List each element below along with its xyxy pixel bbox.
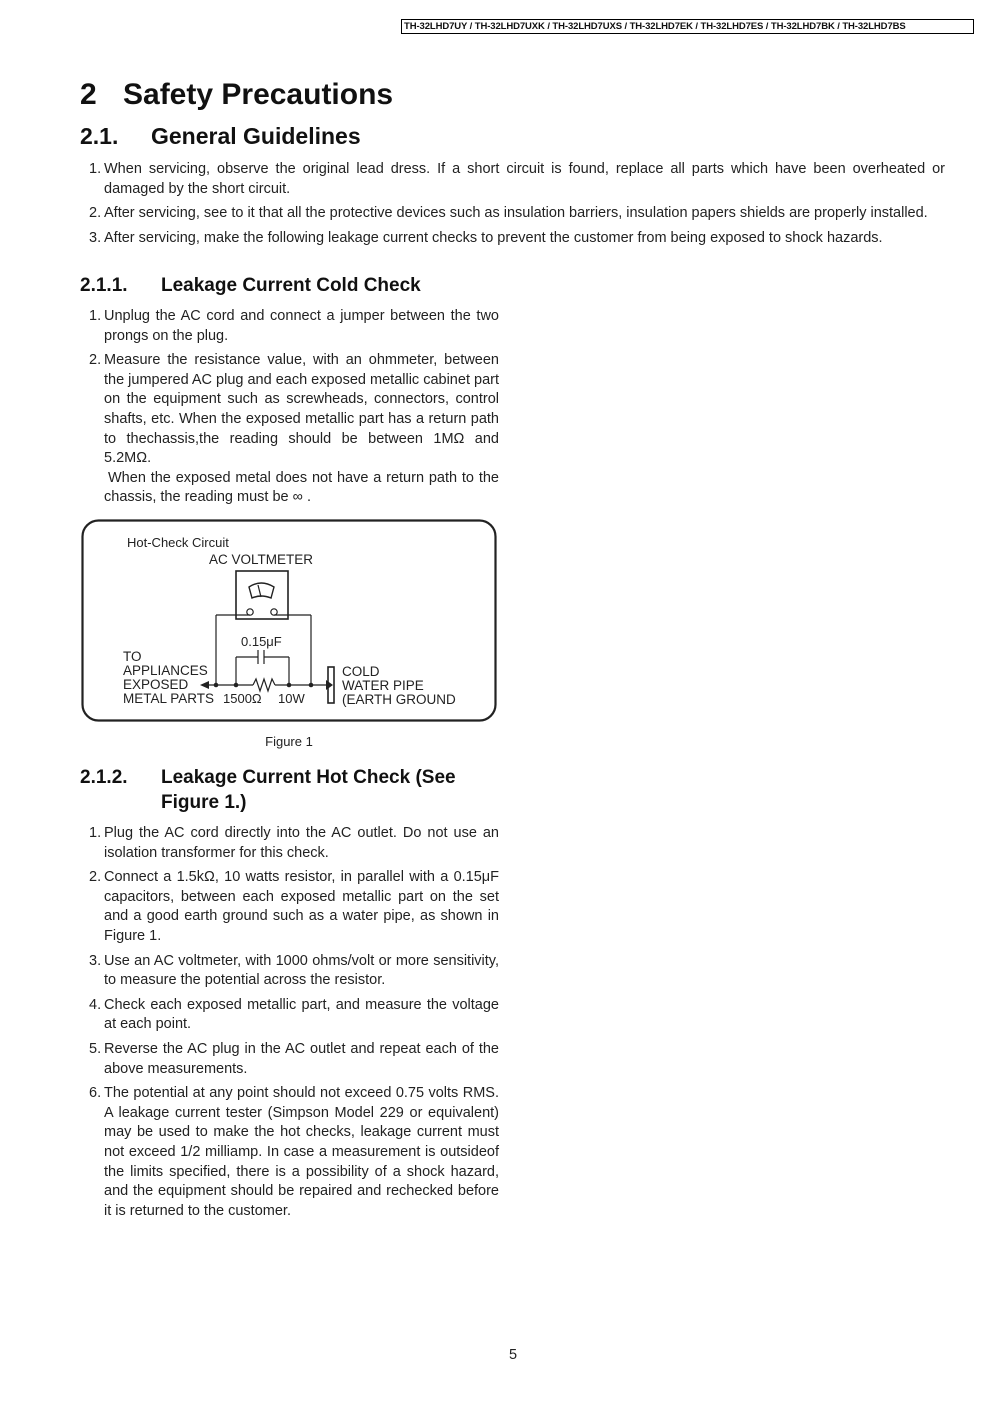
subsection-heading-general: [80, 123, 361, 150]
subsection-title: Leakage Current Cold Check: [161, 275, 421, 296]
figure-caption: Figure 1: [265, 734, 313, 749]
list-item: 2. Measure the resistance value, with an ohmmeter, between the jumpered AC plug and each exposed metallic cabinet part on the equipment such as screwheads, connectors, control shafts, etc. When the exposed metallic part has a return path to thechassis,the reading should be between 1MΩ and 5.2MΩ. When the exposed metal does not have a return path to the chassis, the reading must be ∞ .: [80, 351, 499, 508]
subsection-heading-cold-check: [80, 273, 510, 298]
subsection-number: 2.1.1.: [80, 275, 128, 296]
capacitor-value: 0.15μF: [241, 634, 282, 649]
subsection-number: 2.1.2.: [80, 767, 128, 788]
ground-label-line1: COLD: [342, 664, 380, 679]
model-numbers-header: TH-32LHD7UY / TH-32LHD7UXK / TH-32LHD7UXS / TH-32LHD7EK / TH-32LHD7ES / TH-32LHD7BK / TH-32LHD7BS: [401, 19, 974, 34]
subsection-heading-hot-check: [80, 765, 510, 815]
list-item: 2. After servicing, see to it that all the protective devices such as insulation barriers, insulation papers shields are properly installed.: [89, 205, 928, 222]
subsection-title: Leakage Current Hot Check (See Figure 1.): [161, 767, 456, 813]
hot-check-list: [80, 824, 499, 1226]
section-heading: [80, 78, 393, 112]
list-item: 1. Unplug the AC cord and connect a jumper between the two prongs on the plug.: [89, 308, 499, 344]
list-item: 6. The potential at any point should not exceed 0.75 volts RMS. A leakage current tester (Simpson Model 229 or equivalent) may be used to make the hot checks, leakage current must not exceed 1/2 milliamp. In case a measurement is outsideof the limits specified, there is a possibility of a shock hazard, and the equipment should be repaired and rechecked before it is returned to the customer.: [89, 1085, 499, 1219]
appliance-label-line2: APPLIANCES: [123, 663, 208, 678]
appliance-label-line4: METAL PARTS: [123, 691, 215, 706]
voltmeter-icon: [236, 571, 288, 619]
subsection-number: 2.1.: [80, 123, 119, 149]
cold-check-list: [80, 307, 499, 513]
figure-title: Hot-Check Circuit: [127, 535, 229, 550]
resistor-wattage: 10W: [278, 691, 305, 706]
list-item: 1. Plug the AC cord directly into the AC outlet. Do not use an isolation transformer for this check.: [89, 825, 499, 861]
ground-label-line3: (EARTH GROUND: [342, 692, 456, 707]
list-item: 1. When servicing, observe the original lead dress. If a short circuit is found, replace all parts which have been overheated or damaged by the short circuit.: [89, 161, 945, 197]
appliance-label-line3: EXPOSED: [123, 677, 189, 692]
meter-label: AC VOLTMETER: [209, 552, 314, 567]
general-guidelines-list: [80, 160, 945, 253]
list-item-note: When the exposed metal does not have a return path to the chassis, the reading must be ∞ .: [104, 469, 499, 506]
section-title: Safety Precautions: [123, 78, 394, 111]
page-number: 5: [508, 1347, 518, 1363]
list-item: 3. Use an AC voltmeter, with 1000 ohms/volt or more sensitivity, to measure the potential across the resistor.: [89, 952, 499, 989]
list-item: 2. Connect a 1.5kΩ, 10 watts resistor, in parallel with a 0.15μF capacitors, between each exposed metallic part on the set and a good earth ground such as a water pipe, as shown in Figure 1.: [89, 869, 499, 944]
circuit-wires: [207, 615, 327, 691]
section-number: 2: [80, 78, 97, 111]
ground-label-line2: WATER PIPE: [342, 678, 424, 693]
list-item: 5. Reverse the AC plug in the AC outlet and repeat each of the above measurements.: [89, 1040, 499, 1077]
subsection-title: General Guidelines: [151, 123, 361, 149]
list-item: 4. Check each exposed metallic part, and measure the voltage at each point.: [89, 996, 499, 1033]
list-item: 3. After servicing, make the following leakage current checks to prevent the customer from being exposed to shock hazards.: [89, 229, 883, 246]
hot-check-circuit-figure: [81, 519, 497, 722]
appliance-label-line1: TO: [123, 649, 142, 664]
resistor-value: 1500Ω: [223, 691, 262, 706]
